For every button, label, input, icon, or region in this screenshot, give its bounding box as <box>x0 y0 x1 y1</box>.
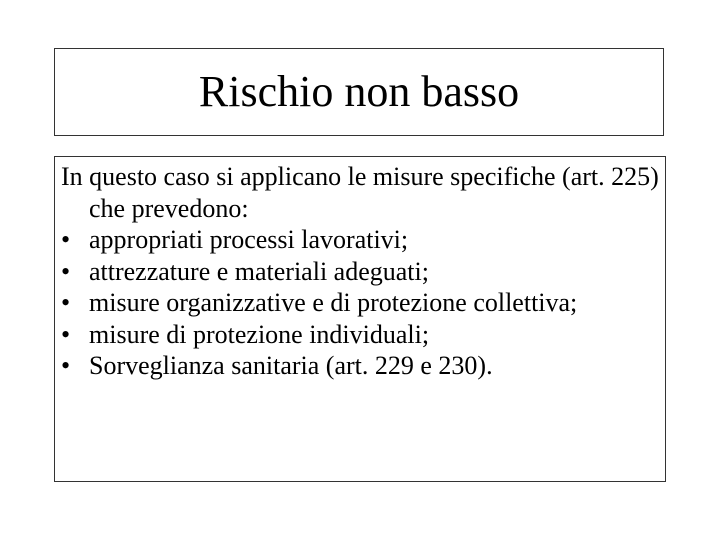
bullet-icon: • <box>61 256 71 286</box>
bullet-item-processi <box>61 224 659 256</box>
bullet-text: attrezzature e materiali adeguati; <box>89 256 429 286</box>
bullet-item-misure-organizzative <box>61 287 659 319</box>
bullet-icon: • <box>61 351 71 380</box>
bullet-item-protezione-individuale <box>61 319 659 351</box>
content-box <box>54 156 666 482</box>
slide-title: Rischio non basso <box>198 67 520 116</box>
bullet-text: misure organizzative e di protezione collettiva; <box>89 288 578 317</box>
bullet-icon: • <box>61 225 71 254</box>
bullet-item-attrezzature <box>61 256 659 288</box>
bullet-icon: • <box>61 319 71 349</box>
intro-text: In questo caso si applicano le misure specifiche (art. 225) che prevedono: <box>61 162 659 223</box>
bullet-list <box>61 224 659 382</box>
bullet-text: misure di protezione individuali; <box>89 319 430 349</box>
title-box <box>54 48 664 136</box>
bullet-item-sorveglianza <box>61 350 659 382</box>
bullet-text: Sorveglianza sanitaria (art. 229 e 230). <box>89 351 493 380</box>
bullet-text: appropriati processi lavorativi; <box>89 225 409 254</box>
bullet-icon: • <box>61 288 71 317</box>
